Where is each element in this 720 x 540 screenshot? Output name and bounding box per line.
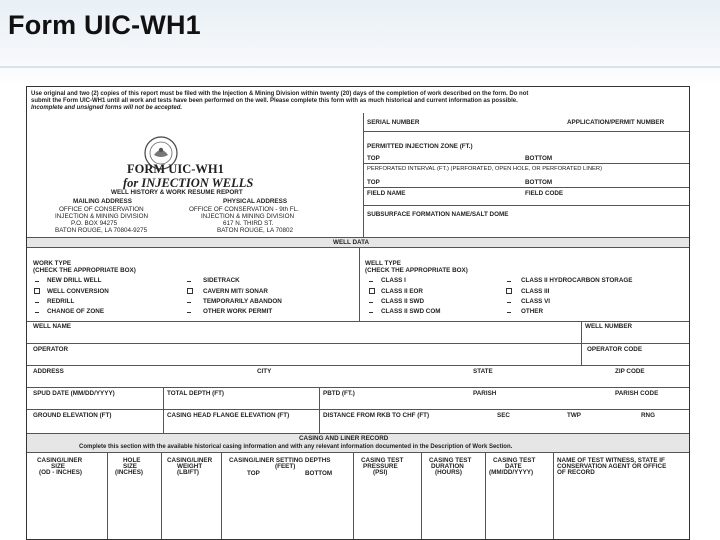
tick <box>35 281 39 282</box>
casing-col-header: (LB/FT) <box>177 469 200 476</box>
tick <box>187 312 191 313</box>
address-label: ADDRESS <box>33 368 64 375</box>
casing-heading: CASING AND LINER RECORD <box>299 435 389 442</box>
casing-col-header: SIZE <box>123 463 137 470</box>
mailing-line: OFFICE OF CONSERVATION <box>59 206 144 213</box>
casing-col-header: OF RECORD <box>557 469 595 476</box>
form-subtitle: WELL HISTORY & WORK RESUME REPORT <box>111 189 243 196</box>
casing-col-header: HOLE <box>123 457 141 464</box>
physical-line: OFFICE OF CONSERVATION - 9th FL. <box>189 206 299 213</box>
tick <box>507 312 511 313</box>
well-data-heading: WELL DATA <box>333 239 370 246</box>
work-type-checkbox[interactable] <box>34 288 40 294</box>
rule <box>161 452 162 540</box>
zone-bottom-label: BOTTOM <box>525 155 553 162</box>
perf-top-label: TOP <box>367 179 380 186</box>
operator-label: OPERATOR <box>33 346 69 353</box>
tick <box>35 312 39 313</box>
rule <box>363 131 689 132</box>
mailing-line: INJECTION & MINING DIVISION <box>55 213 149 220</box>
sec-label: SEC <box>497 412 510 419</box>
casing-col-header: DURATION <box>431 463 464 470</box>
casing-col-header: CASING TEST <box>429 457 472 464</box>
instruction-line: Incomplete and unsigned forms will not be accepted. <box>31 105 183 111</box>
casing-head-label: CASING HEAD FLANGE ELEVATION (FT) <box>167 412 290 419</box>
perf-bottom-label: BOTTOM <box>525 179 553 186</box>
casing-col-header: CONSERVATION AGENT OR OFFICE <box>557 463 667 470</box>
instruction-line: Use original and two (2) copies of this report must be filed with the Injection & Mining Division within twenty (20) days of the completion of work described on the form. Do not <box>31 91 529 97</box>
mailing-line: BATON ROUGE, LA 70804-9275 <box>55 227 148 234</box>
well-type-option: OTHER <box>521 308 544 315</box>
total-depth-label: TOTAL DEPTH (FT) <box>167 390 225 397</box>
type-divider <box>359 247 360 321</box>
rule <box>553 452 554 540</box>
casing-col-header: (PSI) <box>373 469 388 476</box>
well-type-option: CLASS II EOR <box>381 288 423 295</box>
work-type-option: OTHER WORK PERMIT <box>203 308 273 315</box>
form-title: FORM UIC-WH1 <box>127 162 224 176</box>
well-type-option: CLASS I <box>381 277 406 284</box>
physical-line: 617 N. THIRD ST. <box>223 220 274 227</box>
work-type-option: SIDETRACK <box>203 277 240 284</box>
distance-rkb-label: DISTANCE FROM RKB TO CHF (FT) <box>323 412 430 419</box>
casing-col-header: CASING/LINER <box>37 457 83 464</box>
tick <box>187 281 191 282</box>
city-label: CITY <box>257 368 272 375</box>
zip-label: ZIP CODE <box>615 368 645 375</box>
rule <box>353 452 354 540</box>
rule <box>27 365 689 366</box>
well-type-option: CLASS II SWD COM <box>381 308 441 315</box>
work-type-option: NEW DRILL WELL <box>47 277 102 284</box>
pbtd-label: PBTD (FT.) <box>323 390 355 397</box>
state-label: STATE <box>473 368 493 375</box>
permitted-zone-label: PERMITTED INJECTION ZONE (FT.) <box>367 143 473 150</box>
rule <box>27 321 689 322</box>
field-code-label: FIELD CODE <box>525 190 564 197</box>
ground-elevation-label: GROUND ELEVATION (FT) <box>33 412 112 419</box>
tick <box>369 302 373 303</box>
casing-col-header: (HOURS) <box>435 469 462 476</box>
rule <box>363 205 689 206</box>
well-type-checkbox[interactable] <box>369 288 375 294</box>
setting-top-label: TOP <box>247 470 260 477</box>
casing-col-header: (MM/DD/YYYY) <box>489 469 534 476</box>
rule <box>27 452 689 453</box>
well-name-label: WELL NAME <box>33 323 72 330</box>
work-type-option: CAVERN MIT/ SONAR <box>203 288 268 295</box>
tick <box>507 281 511 282</box>
slide-title: Form UIC-WH1 <box>8 10 201 40</box>
work-type-option: CHANGE OF ZONE <box>47 308 105 315</box>
rule <box>485 452 486 540</box>
casing-col-header: CASING TEST <box>493 457 536 464</box>
work-type-sub: (CHECK THE APPROPRIATE BOX) <box>33 267 136 274</box>
tick <box>369 312 373 313</box>
setting-bottom-label: BOTTOM <box>305 470 333 477</box>
physical-line: BATON ROUGE, LA 70802 <box>217 227 294 234</box>
work-type-option: TEMPORARILY ABANDON <box>203 298 282 305</box>
rule <box>27 409 689 410</box>
well-type-option: CLASS II HYDROCARBON STORAGE <box>521 277 633 284</box>
rule <box>363 163 689 164</box>
well-type-checkbox[interactable] <box>506 288 512 294</box>
work-type-checkbox[interactable] <box>187 288 193 294</box>
rule <box>107 452 108 540</box>
permit-number-label: APPLICATION/PERMIT NUMBER <box>567 119 665 126</box>
rng-label: RNG <box>641 412 655 419</box>
title-divider <box>0 66 720 68</box>
casing-col-header: (FEET) <box>275 463 296 470</box>
well-type-option: CLASS III <box>521 288 550 295</box>
work-type-heading: WORK TYPE <box>33 260 72 267</box>
well-type-heading: WELL TYPE <box>365 260 401 267</box>
perforated-interval-label: PERFORATED INTERVAL (FT.) (PERFORATED, OPEN HOLE, OR PERFORATED LINER) <box>367 166 603 172</box>
rule <box>221 452 222 540</box>
casing-col-header: CASING/LINER <box>167 457 213 464</box>
casing-col-header: SIZE <box>51 463 65 470</box>
casing-note: Complete this section with the available historical casing information and with any relevant information documented in the Description of Work Section. <box>79 444 513 450</box>
field-name-label: FIELD NAME <box>367 190 406 197</box>
operator-code-label: OPERATOR CODE <box>587 346 643 353</box>
physical-address-heading: PHYSICAL ADDRESS <box>223 198 288 205</box>
casing-col-header: (INCHES) <box>115 469 143 476</box>
casing-col-header: CASING TEST <box>361 457 404 464</box>
well-number-label: WELL NUMBER <box>585 323 633 330</box>
rule <box>27 387 689 388</box>
zone-top-label: TOP <box>367 155 380 162</box>
formation-label: SUBSURFACE FORMATION NAME/SALT DOME <box>367 211 509 218</box>
mailing-address-heading: MAILING ADDRESS <box>73 198 132 205</box>
casing-col-header: CASING/LINER SETTING DEPTHS <box>229 457 331 464</box>
well-type-sub: (CHECK THE APPROPRIATE BOX) <box>365 267 468 274</box>
well-type-option: CLASS II SWD <box>381 298 425 305</box>
tick <box>35 302 39 303</box>
instruction-line: submit the Form UIC-WH1 until all work and tests have been performed on the well. Please complete this form with as much historical and current information as possible. <box>31 98 518 104</box>
serial-number-label: SERIAL NUMBER <box>367 119 420 126</box>
rule <box>363 187 689 188</box>
well-type-option: CLASS VI <box>521 298 551 305</box>
spud-date-label: SPUD DATE (MM/DD/YYYY) <box>33 390 115 397</box>
physical-line: INJECTION & MINING DIVISION <box>201 213 295 220</box>
casing-col-header: (OD - INCHES) <box>39 469 83 476</box>
parish-code-label: PARISH CODE <box>615 390 659 397</box>
rule <box>421 452 422 540</box>
rule <box>27 247 689 248</box>
casing-col-header: NAME OF TEST WITNESS, STATE IF <box>557 457 665 464</box>
casing-col-header: DATE <box>505 463 522 470</box>
work-type-option: REDRILL <box>47 298 75 305</box>
work-type-option: WELL CONVERSION <box>47 288 109 295</box>
rule <box>27 343 689 344</box>
parish-label: PARISH <box>473 390 497 397</box>
mailing-line: P.O. BOX 94275 <box>71 220 118 227</box>
rule <box>319 387 320 433</box>
tick <box>507 302 511 303</box>
rule <box>163 387 164 433</box>
casing-col-header: WEIGHT <box>177 463 203 470</box>
form-title-sub: for INJECTION WELLS <box>123 176 254 190</box>
casing-col-header: PRESSURE <box>363 463 398 470</box>
form-document <box>26 86 690 540</box>
tick <box>369 281 373 282</box>
tick <box>187 302 191 303</box>
twp-label: TWP <box>567 412 581 419</box>
